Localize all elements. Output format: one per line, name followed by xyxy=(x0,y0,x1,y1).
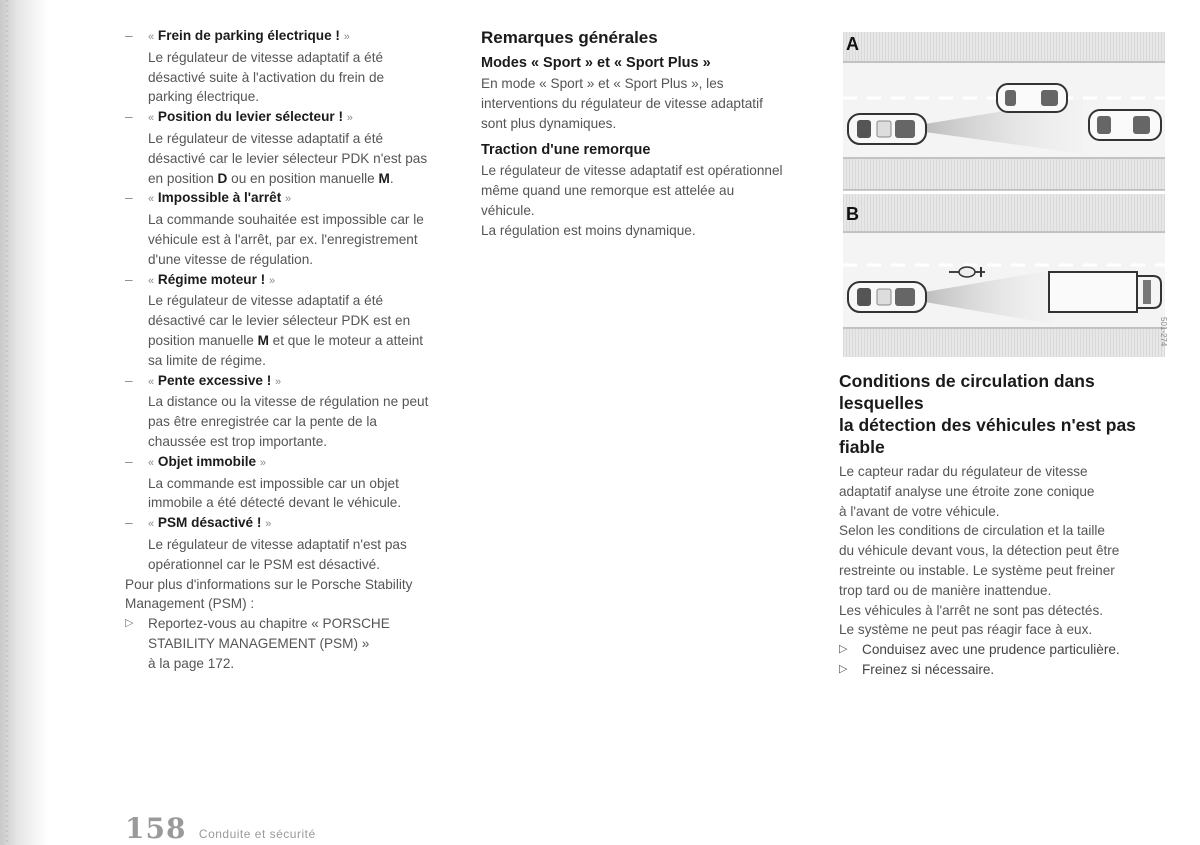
figure-label-b: B xyxy=(846,204,859,224)
text-line: Le régulateur de vitesse adaptatif a été xyxy=(148,49,384,65)
text-fragment: en position xyxy=(148,170,218,186)
text-line: La commande est impossible car un objet xyxy=(148,475,399,491)
quote-open: « xyxy=(148,375,155,388)
page-number: 158 xyxy=(125,812,187,845)
triangle-bullet-icon: ▷ xyxy=(839,643,848,656)
text-line: véhicule. xyxy=(481,202,535,218)
dash-bullet: – xyxy=(125,271,133,287)
scenario-a xyxy=(843,32,1165,190)
truck-icon xyxy=(1049,272,1161,312)
text-line: Le capteur radar du régulateur de vitesse xyxy=(839,464,1088,479)
text-line: à l'avant de votre véhicule. xyxy=(839,503,1000,519)
vehicle-ahead-icon xyxy=(1089,110,1161,140)
text-line: immobile a été détecté devant le véhicule. xyxy=(148,495,402,511)
item-title-text: Pente excessive ! xyxy=(157,372,272,388)
page-footer xyxy=(125,812,316,845)
item-title-text: Impossible à l'arrêt xyxy=(157,190,282,206)
item-body xyxy=(148,48,470,107)
text-line: Management (PSM) : xyxy=(125,596,255,612)
text-line: chaussée est trop importante. xyxy=(148,433,328,449)
text-line: interventions du régulateur de vitesse adaptatif xyxy=(481,95,763,111)
figure-label-a: A xyxy=(846,34,859,54)
item-title xyxy=(148,513,470,535)
chapter-reference xyxy=(125,614,470,673)
quote-open: « xyxy=(148,456,155,469)
quote-close: » xyxy=(268,274,276,287)
list-item xyxy=(125,26,470,107)
quote-close: » xyxy=(343,31,350,43)
text-line: Reportez-vous au chapitre « PORSCHE xyxy=(148,616,390,632)
quote-open: « xyxy=(148,193,155,206)
text-line: adaptatif analyse une étroite zone conique xyxy=(839,483,1095,499)
own-car-icon xyxy=(848,114,926,144)
text-line: pas être enregistrée car la pente de la xyxy=(148,414,377,430)
heading-line: la détection des véhicules n'est pas fiable xyxy=(839,415,1136,457)
column-left xyxy=(125,26,470,674)
heading-line: Conditions de circulation dans lesquelles xyxy=(839,371,1095,413)
list-item xyxy=(125,107,470,188)
triangle-bullet-icon: ▷ xyxy=(839,662,848,675)
item-title xyxy=(148,107,470,129)
item-title xyxy=(148,371,470,393)
dash-bullet: – xyxy=(125,372,133,388)
quote-close: » xyxy=(346,112,353,125)
item-title xyxy=(148,188,470,210)
text-line: Le système ne peut pas réagir face à eux. xyxy=(839,622,1093,638)
section-body xyxy=(839,462,1174,640)
text-line: parking électrique. xyxy=(148,89,260,105)
text-line: désactivé car le levier sélecteur PDK est en xyxy=(148,313,411,329)
action-item xyxy=(839,640,1174,660)
page-reference: à la page 172. xyxy=(148,655,235,671)
text-line: désactivé suite à l'activation du frein de xyxy=(148,69,385,85)
text-fragment: et que le moteur a atteint xyxy=(268,332,424,348)
text-fragment: position manuelle xyxy=(148,332,258,348)
section-heading: Remarques générales xyxy=(481,28,658,47)
column-middle xyxy=(481,26,816,241)
text-fragment: . xyxy=(389,170,394,186)
text-line: En mode « Sport » et « Sport Plus », les xyxy=(481,76,724,91)
item-title-text: PSM désactivé ! xyxy=(157,515,262,531)
gear-position-m: M xyxy=(378,170,390,186)
dash-bullet: – xyxy=(125,109,133,125)
footer-section: Conduite et sécurité xyxy=(198,827,316,841)
list-item xyxy=(125,452,470,513)
text-line: La régulation est moins dynamique. xyxy=(481,222,696,238)
item-body xyxy=(148,129,470,188)
item-body xyxy=(148,474,470,514)
text-line: Le régulateur de vitesse adaptatif a été xyxy=(148,293,384,309)
subheading: Traction d'une remorque xyxy=(481,142,651,159)
item-body xyxy=(148,291,470,370)
text-line: La commande souhaitée est impossible car le xyxy=(148,212,424,228)
dash-bullet: – xyxy=(125,190,133,206)
quote-open: « xyxy=(148,274,155,287)
gear-position-m: M xyxy=(257,332,269,348)
quote-open: « xyxy=(148,31,155,43)
item-body xyxy=(148,392,470,451)
triangle-bullet-icon: ▷ xyxy=(125,617,134,630)
text-line: d'une vitesse de régulation. xyxy=(148,251,314,267)
own-car-icon xyxy=(848,282,926,312)
vehicle-ahead-icon xyxy=(997,84,1067,112)
text-line xyxy=(148,331,470,351)
item-title-text: Frein de parking électrique ! xyxy=(157,28,340,43)
text-line: Le régulateur de vitesse adaptatif n'est pas xyxy=(148,536,407,552)
text-line: STABILITY MANAGEMENT (PSM) » xyxy=(148,635,370,651)
text-line: trop tard ou de manière inattendue. xyxy=(839,582,1052,598)
dash-bullet: – xyxy=(125,28,133,43)
psm-info-paragraph xyxy=(125,575,470,615)
section-body xyxy=(481,74,816,133)
text-line: Les véhicules à l'arrêt ne sont pas détectés. xyxy=(839,602,1104,618)
action-item xyxy=(839,660,1174,680)
list-item xyxy=(125,188,470,269)
text-line: opérationnel car le PSM est désactivé. xyxy=(148,556,380,572)
text-line: désactivé car le levier sélecteur PDK n'est pas xyxy=(148,150,428,166)
quote-close: » xyxy=(259,456,267,469)
radar-detection-figure xyxy=(843,32,1168,357)
text-line: du véhicule devant vous, la détection peut être xyxy=(839,543,1120,559)
subheading: Modes « Sport » et « Sport Plus » xyxy=(481,55,711,71)
quote-open: « xyxy=(148,112,155,125)
quote-close: » xyxy=(285,193,292,206)
dash-bullet: – xyxy=(125,453,133,469)
text-line: sa limite de régime. xyxy=(148,352,266,368)
dash-bullet: – xyxy=(125,515,133,531)
item-title-text: Objet immobile xyxy=(157,453,257,469)
figure-code: 501-274 xyxy=(1159,317,1168,347)
text-fragment: ou en position manuelle xyxy=(227,170,379,186)
list-item xyxy=(125,371,470,452)
item-title-text: Régime moteur ! xyxy=(157,271,266,287)
list-item xyxy=(125,513,470,574)
action-text: Conduisez avec une prudence particulière. xyxy=(862,642,1120,658)
gear-position-d: D xyxy=(217,170,228,186)
scenario-b xyxy=(843,194,1168,357)
item-body xyxy=(148,210,470,269)
quote-close: » xyxy=(275,375,282,388)
text-line xyxy=(148,169,470,189)
text-line: Le régulateur de vitesse adaptatif est opérationnel xyxy=(481,163,783,179)
item-title-text: Position du levier sélecteur ! xyxy=(157,109,343,125)
text-line: véhicule est à l'arrêt, par ex. l'enregistrement xyxy=(148,231,418,247)
text-line: Selon les conditions de circulation et la taille xyxy=(839,523,1105,539)
list-item xyxy=(125,270,470,371)
text-line: restreinte ou instable. Le système peut freiner xyxy=(839,562,1115,578)
section-heading xyxy=(839,370,1174,458)
text-line: Le régulateur de vitesse adaptatif a été xyxy=(148,130,384,146)
text-line: même quand une remorque est attelée au xyxy=(481,183,735,199)
item-body xyxy=(148,535,470,575)
section-body xyxy=(481,161,816,240)
text-line: La distance ou la vitesse de régulation ne peut xyxy=(148,394,429,410)
item-title xyxy=(148,452,470,474)
text-line: sont plus dynamiques. xyxy=(481,115,617,131)
action-text: Freinez si nécessaire. xyxy=(862,661,995,677)
book-spine-shadow xyxy=(0,0,48,845)
item-title xyxy=(148,26,470,48)
quote-open: « xyxy=(148,518,155,531)
quote-close: » xyxy=(265,518,272,531)
item-title xyxy=(148,270,470,292)
text-line: Pour plus d'informations sur le Porsche Stability xyxy=(125,576,413,592)
column-right xyxy=(839,370,1174,680)
